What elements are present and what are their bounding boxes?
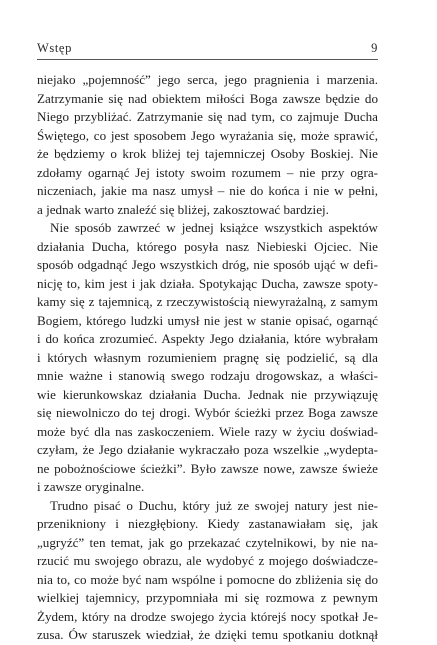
body-text bbox=[37, 71, 378, 645]
page-number: 9 bbox=[371, 41, 378, 55]
text-line: i których własnym rozumieniem pragnę się podzielić, są dla bbox=[37, 349, 378, 365]
text-line: mnie ważne i stanowią swego rodzaju drogowskaz, a właści- bbox=[37, 368, 378, 383]
header-rule bbox=[37, 59, 378, 60]
text-line: Świętego, co jest sposobem Jego wyrażania się, może sprawić, bbox=[37, 127, 378, 143]
paragraph bbox=[37, 71, 378, 219]
text-line: kamy się z tajemnicą, z rzeczywistością niewyrażalną, z samym bbox=[37, 294, 378, 309]
text-line: Nie sposób zawrzeć w jednej książce wszystkich aspektów bbox=[50, 220, 378, 235]
text-line: Niego przybliżać. Zatrzymanie się nad tym, co zajmuje Ducha bbox=[37, 109, 378, 124]
text-line: Trudno pisać o Duchu, który już ze swojej natury jest nie- bbox=[50, 497, 378, 513]
text-line: czyłam, że Jego działanie wykraczało poza wszelkie „wydepta- bbox=[37, 442, 378, 457]
text-line: Bogiem, którego ludzki umysł nie jest w stanie opisać, ogarnąć bbox=[37, 312, 378, 328]
text-line: niejako „pojemność” jego serca, jego pragnienia i marzenia. bbox=[37, 72, 378, 87]
text-line: zdołamy ogarnąć Jej istoty swoim rozumem – nie przy ogra- bbox=[37, 164, 378, 180]
chapter-title: Wstęp bbox=[37, 41, 72, 55]
text-line: niczeniach, jakie ma nasz umysł – nie do końca i nie w pełni, bbox=[37, 183, 378, 198]
text-line: wie kierunkowskaz działania Ducha. Jednak nie przywiązuję bbox=[37, 386, 378, 402]
paragraph bbox=[37, 219, 378, 497]
text-line: może być dla nas zaskoczeniem. Wiele razy w życiu doświad- bbox=[37, 423, 378, 439]
text-line: działania Ducha, którego posyła nasz Niebieski Ojciec. Nie bbox=[37, 238, 378, 254]
text-line: i do końca zrozumieć. Aspekty Jego działania, które wybrałam bbox=[37, 331, 378, 346]
text-line: „ugryźć” ten temat, jak go przekazać czytelnikowi, by nie na- bbox=[37, 534, 378, 550]
running-head bbox=[37, 40, 378, 56]
text-line: nicję to, kim jest i jak działa. Spotykając Ducha, zawsze spoty- bbox=[37, 275, 378, 291]
paragraph bbox=[37, 497, 378, 645]
book-page bbox=[37, 40, 378, 645]
text-line: zusa. Ów staruszek wiedział, że dzięki temu spotkaniu dotknął bbox=[37, 627, 378, 642]
text-line: nia to, co może być nam wspólne i pomocne do zbliżenia się do bbox=[37, 571, 378, 587]
text-line: Zatrzymanie się nad obiektem miłości Boga zawsze będzie do bbox=[37, 90, 378, 106]
text-line: przenikniony i niezgłębiony. Kiedy zastanawiałam się, jak bbox=[37, 516, 378, 531]
text-line: wielkiej tajemnicy, przypomniała mi się rozmowa z pewnym bbox=[37, 590, 378, 605]
text-line: że będziemy o krok bliżej tej tajemniczej Osoby Boskiej. Nie bbox=[37, 146, 378, 161]
text-line: ne pobożnościowe ścieżki”. Było zawsze nowe, zawsze świeże bbox=[37, 460, 378, 476]
text-line: sposób odgadnąć Jego wszystkich dróg, nie sposób ująć w defi- bbox=[37, 257, 378, 272]
text-line: a jednak warto znaleźć się bliżej, zakosztować bardziej. bbox=[37, 201, 329, 217]
text-line: rzucić mu swojego obrazu, ale wydobyć z mojego doświadcze- bbox=[37, 553, 378, 568]
text-line: Żydem, który na drodze swojego życia którejś nocy spotkał Je- bbox=[37, 608, 378, 624]
text-line: się niewolniczo do tej drogi. Wybór ścieżki przez Boga zawsze bbox=[37, 405, 378, 420]
text-line: i zawsze oryginalne. bbox=[37, 479, 145, 494]
